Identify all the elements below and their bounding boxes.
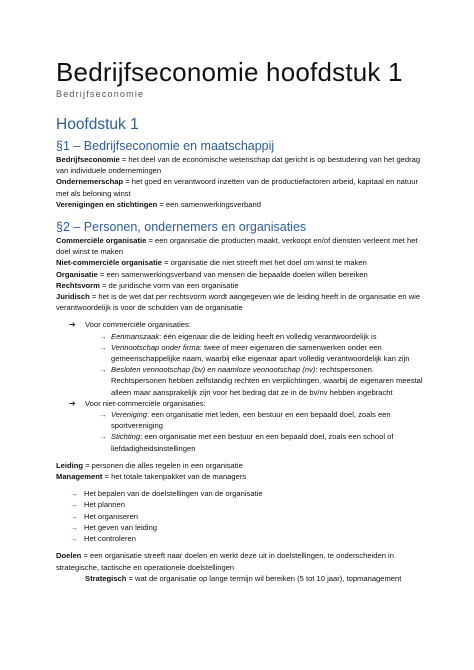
arrow-icon: → <box>70 511 78 521</box>
definition-organisatie: Organisatie = een samenwerkingsverband van mensen die bepaalde doelen willen bereiken <box>56 269 368 279</box>
document-title: Bedrijfseconomie hoofdstuk 1 <box>56 57 403 87</box>
list-item: → Het organiseren <box>70 511 139 521</box>
bold-arrow-icon: ➔ <box>69 320 76 330</box>
definition-commerciele-organisatie: Commerciële organisatie = een organisatie die producten maakt, verkoopt en/of diensten verleent met het doel winst te maken <box>56 236 418 257</box>
list-item: → Het geven van leiding <box>70 522 158 532</box>
noncommercial-list-header: ➔ Voor niet-commerciële organisaties: <box>69 398 206 408</box>
section-2-heading: §2 – Personen, ondernemers en organisaties <box>56 220 307 235</box>
definition-juridisch: Juridisch = het is de wet dat per rechtsvorm wordt aangegeven wie de leiding heeft in de organisatie en wie verantwoordelijk is voor de schulden van de organisatie <box>56 292 421 313</box>
definition-management: Management = het totale takenpakket van de managers <box>56 472 247 482</box>
chapter-heading: Hoofdstuk 1 <box>56 116 139 133</box>
arrow-icon: → <box>99 331 107 341</box>
list-item: → Het controleren <box>70 534 136 544</box>
commercial-list-header: ➔ Voor commerciële organisaties: <box>69 320 191 330</box>
list-item: → Het plannen <box>70 500 125 510</box>
arrow-icon: → <box>99 410 107 420</box>
definition-leiding: Leiding = personen die alles regelen in een organisatie <box>56 460 243 470</box>
arrow-icon: → <box>99 432 107 442</box>
list-item: → Eenmanszaak: één eigenaar die de leiding heeft en volledig verantwoordelijk is <box>99 331 377 341</box>
arrow-icon: → <box>99 342 107 352</box>
arrow-icon: → <box>70 489 78 499</box>
definition-rechtsvorm: Rechtsvorm = de juridische vorm van een organisatie <box>56 280 239 290</box>
bold-arrow-icon: ➔ <box>69 398 76 408</box>
definition-strategisch: Strategisch = wat de organisatie op lange termijn wil bereiken (5 tot 10 jaar), topmanagement <box>85 573 402 583</box>
list-item: → Besloten vennootschap (bv) en naamloze vennootschap (nv): rechtspersonen. Rechtspersonen hebben zelfstandig rechten en verplichtingen, waarbij de eigenaren meestal alleen maar aansprakelijk zijn voor het bedrag dat ze in de bv/nv hebben ingebracht <box>99 365 423 397</box>
document-page <box>56 58 430 584</box>
section-1-heading: §1 – Bedrijfseconomie en maatschappij <box>56 139 275 153</box>
definition-ondernemerschap: Ondernemerschap = het goed en verantwoord inzetten van de productiefactoren arbeid, kapitaal en natuur met als beloning winst <box>56 177 418 198</box>
arrow-icon: → <box>99 365 107 375</box>
definition-doelen: Doelen = een organisatie streeft naar doelen en werkt deze uit in doelstellingen, te onderscheiden in strategische, tactische en operationele doelstellingen <box>56 551 394 572</box>
arrow-icon: → <box>70 534 78 544</box>
definition-niet-commerciele-organisatie: Niet-commerciële organisatie = organisatie die niet streeft met het doel om winst te maken <box>56 258 367 268</box>
document-subtitle: Bedrijfseconomie <box>56 89 145 99</box>
arrow-icon: → <box>70 522 78 532</box>
list-item: → Vereniging: een organisatie met leden, een bestuur en een bepaald doel, zoals een sportvereniging <box>99 410 391 431</box>
definition-verenigingen: Verenigingen en stichtingen = een samenwerkingsverband <box>56 199 261 209</box>
list-item: → Het bepalen van de doelstellingen van de organisatie <box>70 489 263 499</box>
list-item: → Vennootschap onder firma: twee of meer eigenaren die samenwerken onder een gemeenschappelijke naam, waarbij elke eigenaar apart volledig verantwoordelijk kan zijn <box>99 342 410 364</box>
list-item: → Stichting: een organisatie met een bestuur en een bepaald doel, zoals een school of liefdadigheidsinstellingen <box>99 432 394 453</box>
arrow-icon: → <box>70 500 78 510</box>
definition-bedrijfseconomie: Bedrijfseconomie = het deel van de economische wetenschap dat gericht is op bestudering van het gedrag van individuele ondernemingen <box>56 155 421 176</box>
